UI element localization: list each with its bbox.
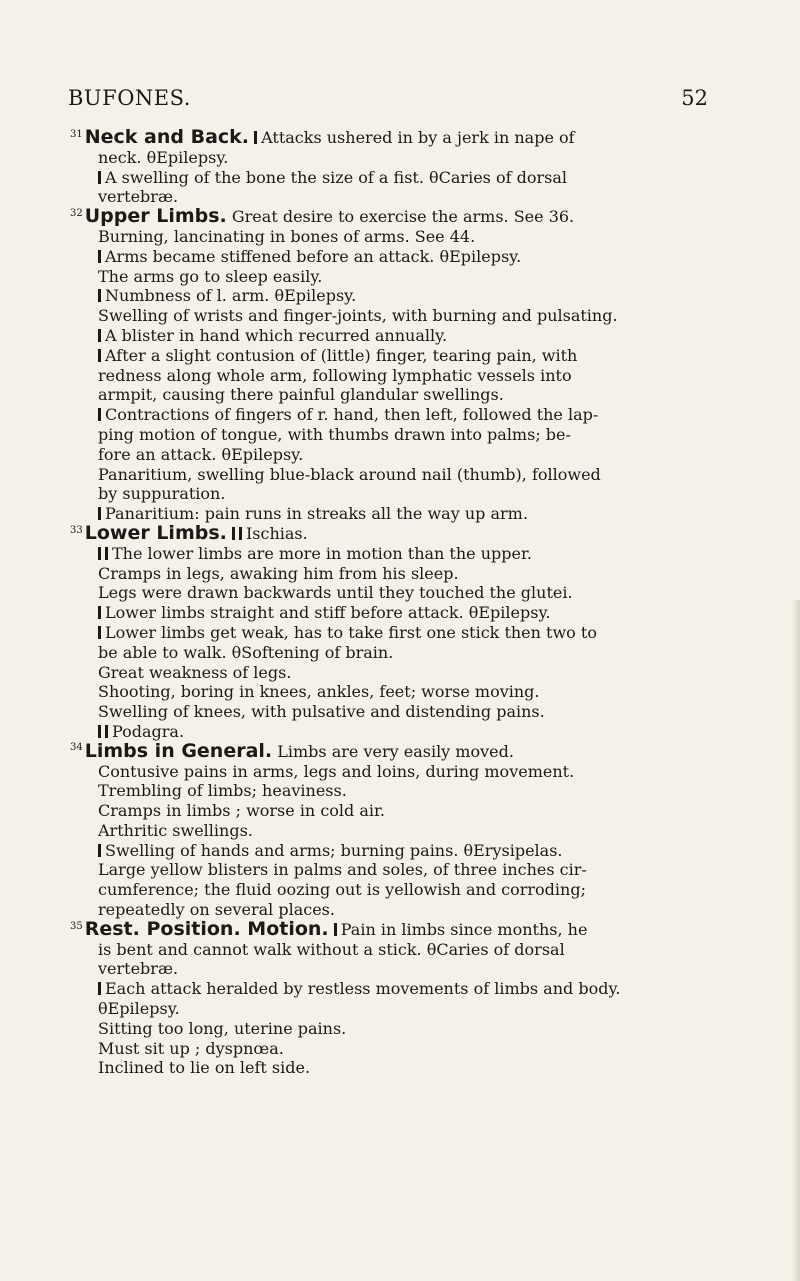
line-text: θEpilepsy. — [98, 999, 180, 1019]
confirmation-mark-icon — [98, 606, 101, 619]
section-number: 32 — [70, 207, 83, 219]
confirmation-mark-icon — [98, 349, 101, 362]
line-text: Legs were drawn backwards until they touched the glutei. — [98, 583, 573, 603]
line-text: Burning, lancinating in bones of arms. See 44. — [98, 226, 476, 246]
text-line — [70, 306, 720, 326]
line-text: Shooting, boring in knees, ankles, feet; worse moving. — [98, 682, 540, 702]
line-text: The arms go to sleep easily. — [98, 266, 323, 286]
text-line — [70, 880, 720, 900]
confirmation-mark-icon — [98, 507, 101, 520]
line-text: Must sit up ; dyspnœa. — [98, 1038, 284, 1058]
confirmation-mark-icon — [98, 725, 101, 738]
line-text: Lower limbs get weak, has to take first one stick then two to — [105, 622, 597, 642]
line-text: vertebræ. — [98, 187, 179, 207]
text-line — [70, 207, 720, 227]
text-line — [70, 227, 720, 247]
text-line — [70, 762, 720, 782]
text-line — [70, 979, 720, 999]
line-text: Swelling of knees, with pulsative and distending pains. — [98, 702, 545, 722]
confirmation-mark-icon — [105, 547, 108, 560]
line-text: A swelling of the bone the size of a fist. θCaries of dorsal — [105, 167, 567, 187]
line-text: armpit, causing there painful glandular swellings. — [98, 385, 504, 405]
confirmation-mark-icon — [105, 725, 108, 738]
text-line — [70, 663, 720, 683]
text-line — [70, 267, 720, 287]
text-line — [70, 148, 720, 168]
line-text: Attacks ushered in by a jerk in nape of — [261, 128, 575, 147]
text-line — [70, 959, 720, 979]
line-text: cumference; the fluid oozing out is yellowish and corroding; — [98, 880, 586, 900]
confirmation-mark-icon — [98, 408, 101, 421]
text-line — [70, 247, 720, 267]
section-number: 35 — [70, 920, 83, 932]
text-line — [70, 841, 720, 861]
confirmation-mark-icon — [98, 547, 101, 560]
text-line — [70, 168, 720, 188]
confirmation-mark-icon — [98, 171, 101, 184]
text-line — [70, 623, 720, 643]
line-text: Trembling of limbs; heaviness. — [98, 781, 347, 801]
section-number: 34 — [70, 742, 83, 754]
line-text: Each attack heralded by restless movements of limbs and body. — [105, 979, 621, 999]
line-text: Arms became stiffened before an attack. θEpilepsy. — [105, 246, 522, 266]
line-text: After a slight contusion of (little) finger, tearing pain, with — [105, 345, 578, 365]
section-heading: Rest. Position. Motion. — [84, 917, 329, 940]
line-text: Contusive pains in arms, legs and loins, during movement. — [98, 761, 575, 781]
line-text: Arthritic swellings. — [98, 820, 253, 840]
confirmation-mark-icon — [232, 527, 235, 540]
line-text: neck. θEpilepsy. — [98, 147, 229, 167]
text-line — [70, 521, 720, 544]
line-text: Great weakness of legs. — [98, 662, 292, 682]
line-text: repeatedly on several places. — [98, 900, 335, 920]
confirmation-mark-icon — [254, 131, 257, 144]
line-text: The lower limbs are more in motion than the upper. — [112, 543, 532, 563]
line-text: Swelling of hands and arms; burning pains. θErysipelas. — [105, 840, 563, 860]
text-line — [70, 425, 720, 445]
confirmation-mark-icon — [334, 923, 337, 936]
text-line — [70, 346, 720, 366]
text-line — [70, 940, 720, 960]
text-line — [70, 128, 720, 148]
text-line — [70, 484, 720, 504]
section-number: 31 — [70, 128, 83, 140]
text-line — [70, 801, 720, 821]
line-text: Ischias. — [245, 523, 308, 543]
text-line — [70, 702, 720, 722]
text-line — [70, 781, 720, 801]
line-text: Contractions of fingers of r. hand, then left, followed the lap- — [105, 405, 599, 425]
line-text: Great desire to exercise the arms. See 36. — [231, 207, 575, 227]
section-heading: Lower Limbs. — [84, 521, 227, 544]
line-text: is bent and cannot walk without a stick. θCaries of dorsal — [98, 939, 565, 959]
section-heading: Upper Limbs. — [84, 205, 227, 228]
confirmation-mark-icon — [98, 289, 101, 302]
confirmation-mark-icon — [98, 329, 101, 342]
line-text: redness along whole arm, following lymphatic vessels into — [98, 365, 572, 385]
text-line — [70, 643, 720, 663]
confirmation-mark-icon — [98, 626, 101, 639]
page-edge-shadow — [792, 600, 800, 1281]
text-line — [70, 286, 720, 306]
text-line — [70, 445, 720, 465]
line-text: Limbs are very easily moved. — [277, 741, 514, 761]
section-number: 33 — [70, 524, 83, 536]
running-title: BUFONES. — [68, 86, 191, 110]
line-text: Cramps in limbs ; worse in cold air. — [98, 801, 385, 821]
text-line — [70, 366, 720, 386]
text-line — [70, 1058, 720, 1078]
section-heading: Neck and Back. — [84, 126, 250, 148]
text-line — [70, 405, 720, 425]
text-line — [70, 739, 720, 762]
line-text: fore an attack. θEpilepsy. — [98, 444, 304, 464]
text-line — [70, 917, 720, 940]
text-line — [70, 564, 720, 584]
page-header — [68, 86, 708, 116]
line-text: Panaritium, swelling blue-black around nail (thumb), followed — [98, 464, 601, 484]
confirmation-mark-icon — [98, 250, 101, 263]
page-body — [70, 128, 720, 1078]
text-line — [70, 583, 720, 603]
line-text: vertebræ. — [98, 959, 179, 979]
line-text: Large yellow blisters in palms and soles, of three inches cir- — [98, 860, 587, 880]
line-text: Inclined to lie on left side. — [98, 1058, 311, 1078]
line-text: Pain in limbs since months, he — [340, 919, 588, 939]
text-line — [70, 544, 720, 564]
text-line — [70, 326, 720, 346]
page-number: 52 — [681, 86, 708, 110]
line-text: Numbness of l. arm. θEpilepsy. — [105, 286, 357, 306]
confirmation-mark-icon — [98, 982, 101, 995]
text-line — [70, 465, 720, 485]
confirmation-mark-icon — [98, 844, 101, 857]
line-text: Lower limbs straight and stiff before attack. θEpilepsy. — [105, 603, 551, 623]
text-line — [70, 860, 720, 880]
line-text: Swelling of wrists and finger-joints, with burning and pulsating. — [98, 306, 618, 326]
line-text: Sitting too long, uterine pains. — [98, 1018, 347, 1038]
text-line — [70, 821, 720, 841]
section-heading: Limbs in General. — [84, 739, 273, 762]
confirmation-mark-icon — [239, 527, 242, 540]
text-line — [70, 385, 720, 405]
line-text: be able to walk. θSoftening of brain. — [98, 642, 394, 662]
text-line — [70, 1019, 720, 1039]
text-line — [70, 999, 720, 1019]
line-text: ping motion of tongue, with thumbs drawn into palms; be- — [98, 424, 571, 444]
text-line — [70, 603, 720, 623]
line-text: Podagra. — [112, 721, 185, 741]
text-line — [70, 1039, 720, 1059]
line-text: A blister in hand which recurred annually. — [105, 325, 448, 345]
line-text: by suppuration. — [98, 484, 226, 504]
text-line — [70, 682, 720, 702]
line-text: Panaritium: pain runs in streaks all the way up arm. — [105, 504, 528, 524]
line-text: Cramps in legs, awaking him from his sleep. — [98, 563, 459, 583]
